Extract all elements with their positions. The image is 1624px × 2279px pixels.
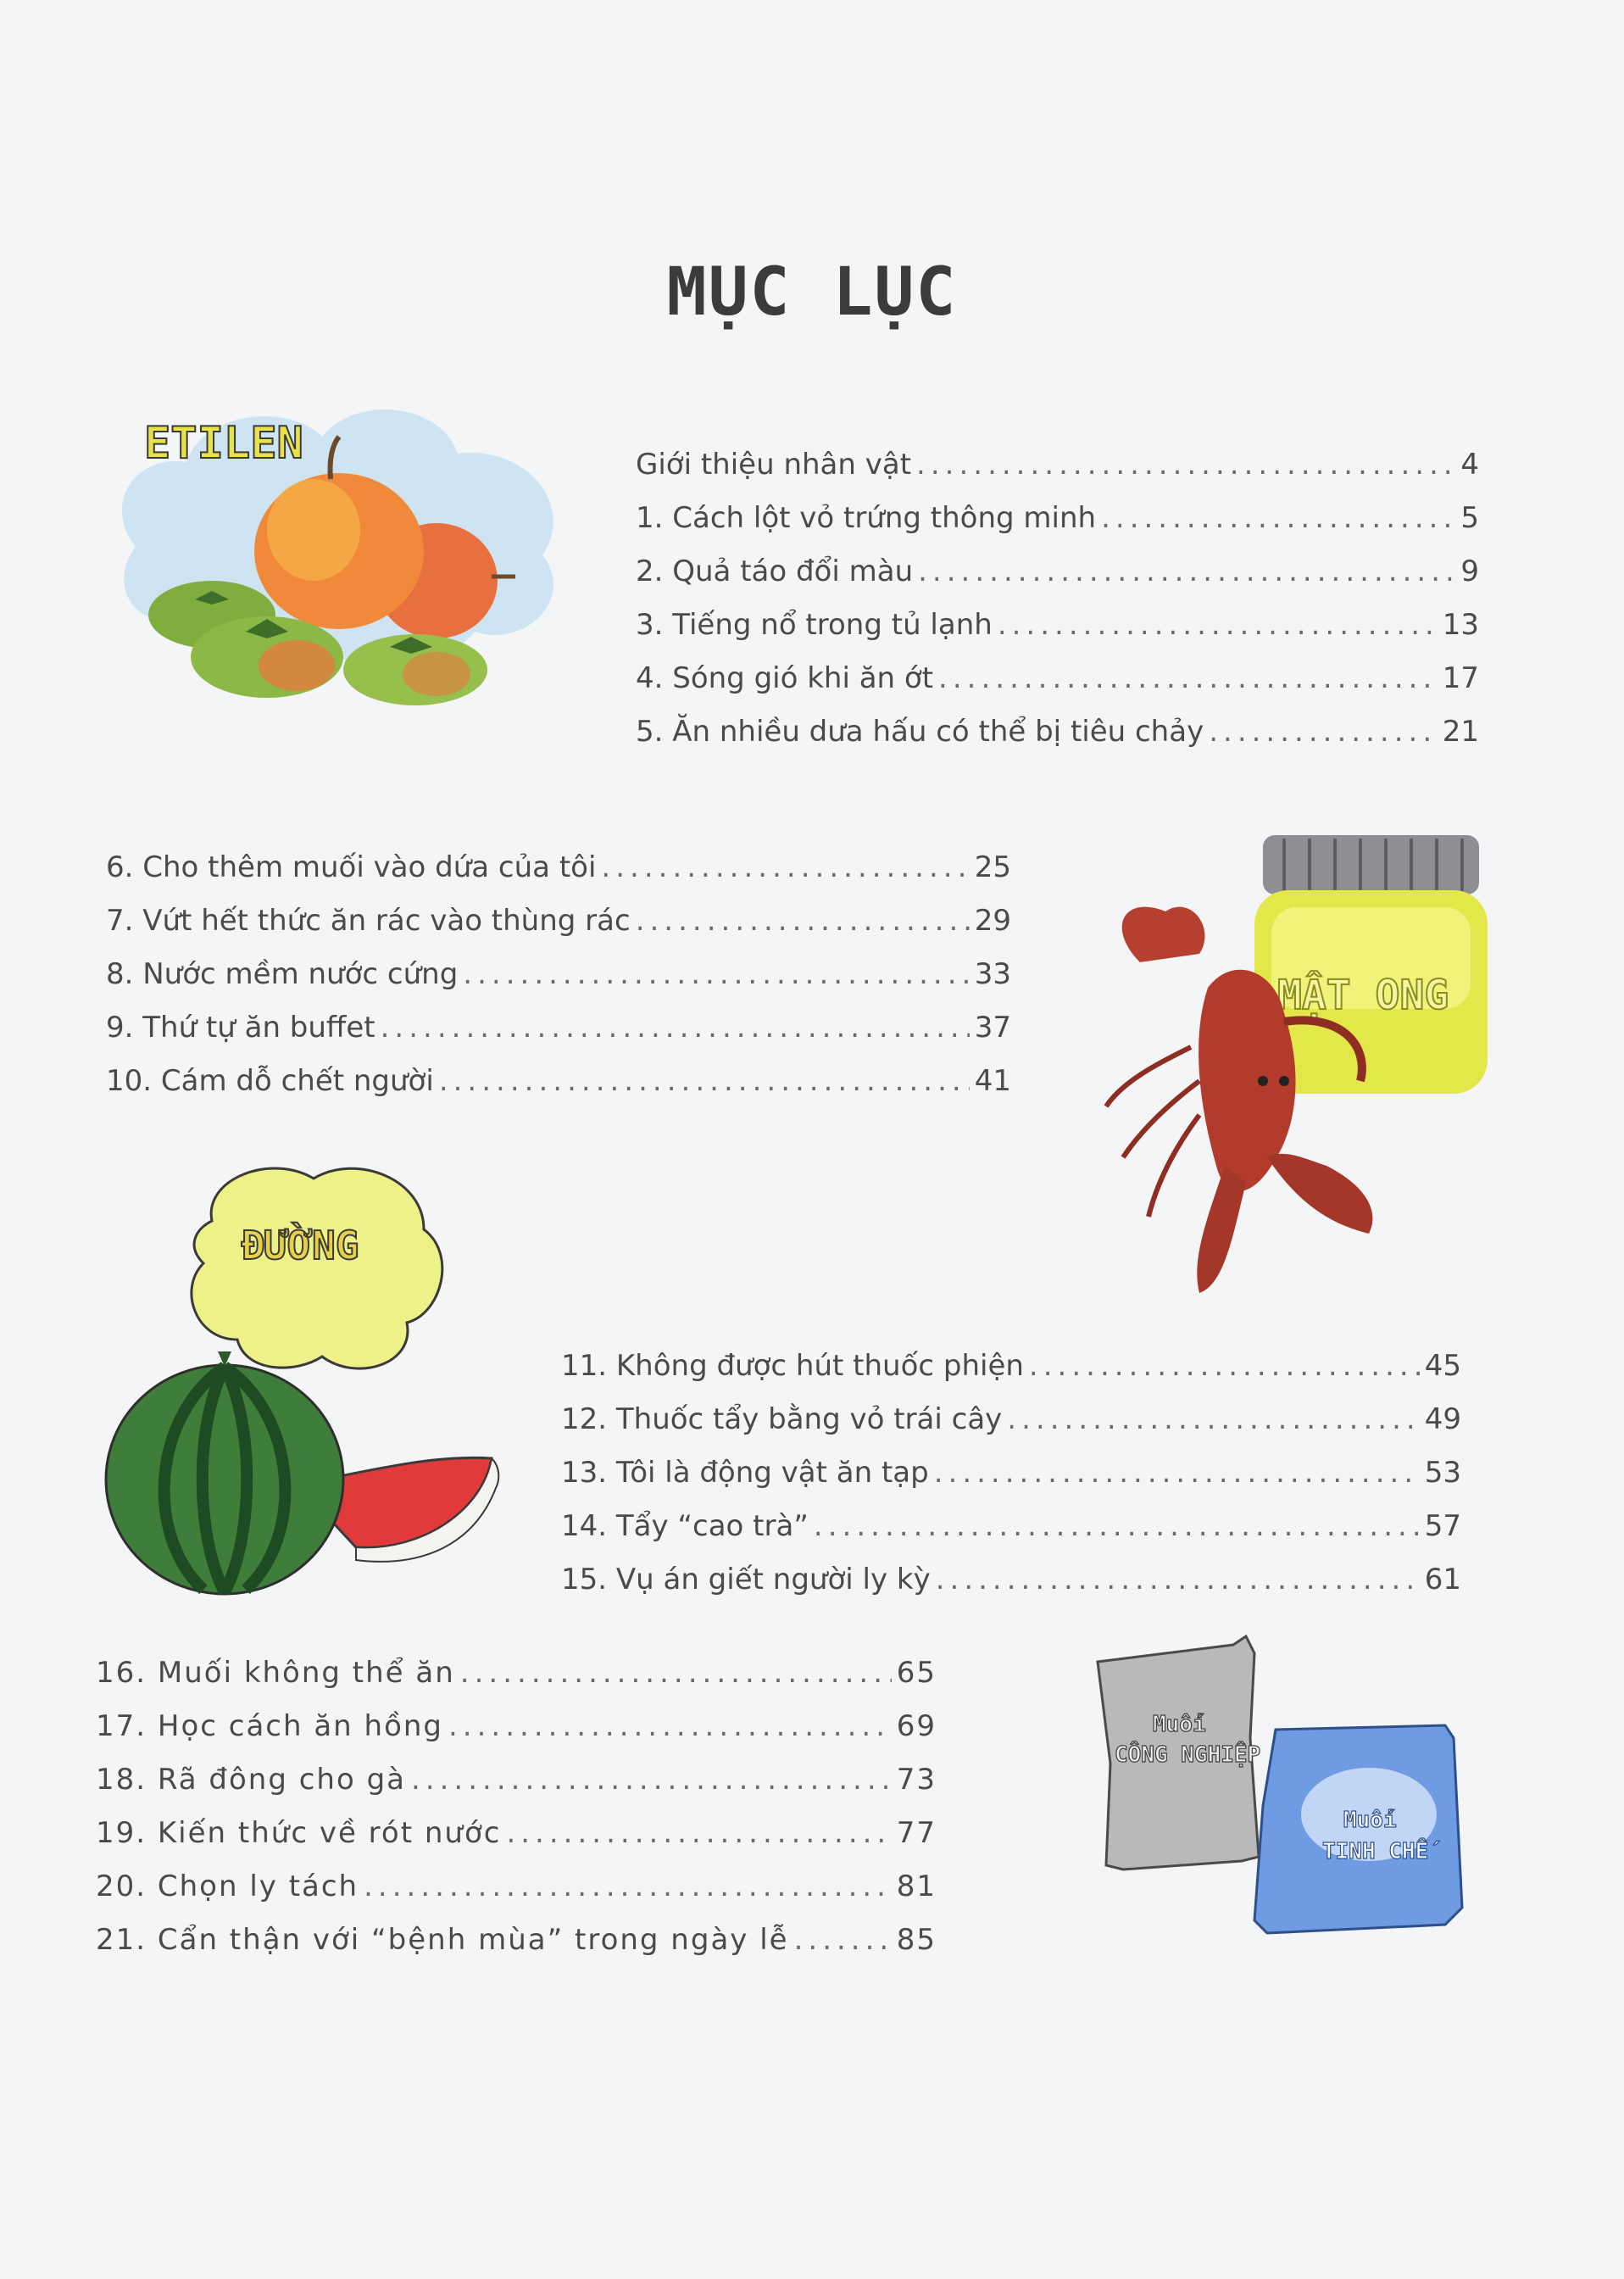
toc-entry[interactable] (96, 1743, 937, 1797)
toc-leader-dots (1007, 1402, 1419, 1436)
salt-bags-illustration (1089, 1636, 1479, 1959)
sugar-watermelon-illustration (102, 1145, 509, 1594)
jar-lid (1263, 835, 1479, 894)
toc-leader-dots (936, 1563, 1420, 1596)
toc-entry-title: 9. Thứ tự ăn buffet (106, 1011, 375, 1045)
sugar-cloud (192, 1168, 442, 1368)
toc-leader-dots (460, 1656, 892, 1690)
toc-entry-title: 21. Cẩn thận với “bệnh mùa” trong ngày lễ (96, 1923, 789, 1957)
toc-page-number: 4 (1460, 448, 1479, 482)
toc-page-number: 61 (1424, 1563, 1461, 1596)
toc-entry-title: 5. Ăn nhiều dưa hấu có thể bị tiêu chảy (636, 715, 1204, 749)
toc-entry[interactable] (96, 1797, 937, 1850)
toc-page-number: 49 (1424, 1402, 1461, 1436)
toc-entry[interactable] (636, 535, 1479, 588)
watermelon-icon (106, 1365, 343, 1594)
toc-leader-dots (448, 1709, 892, 1743)
toc-entry[interactable] (561, 1490, 1461, 1543)
toc-group-4 (96, 1636, 937, 1957)
toc-page-number: 25 (974, 850, 1011, 884)
toc-entry[interactable] (96, 1903, 937, 1957)
mat-ong-label: MẬT ONG (1277, 972, 1449, 1019)
toc-entry-title: 10. Cám dỗ chết người (106, 1064, 434, 1098)
toc-leader-dots (1101, 501, 1455, 535)
toc-entry-title: 19. Kiến thức về rót nước (96, 1816, 502, 1850)
toc-page-number: 69 (896, 1709, 937, 1743)
honey-lobster-illustration (1089, 827, 1488, 1314)
toc-group-1 (636, 428, 1479, 749)
toc-page-number: 45 (1424, 1349, 1461, 1383)
toc-entry-title: 6. Cho thêm muối vào dứa của tôi (106, 850, 597, 884)
toc-leader-dots (411, 1763, 892, 1797)
toc-leader-dots (364, 1869, 892, 1903)
toc-leader-dots (938, 661, 1438, 695)
toc-leader-dots (439, 1064, 970, 1098)
toc-leader-dots (1209, 715, 1438, 749)
toc-leader-dots (636, 904, 970, 938)
toc-entry[interactable] (561, 1543, 1461, 1596)
toc-entry[interactable] (636, 482, 1479, 535)
toc-entry-title: Giới thiệu nhân vật (636, 448, 912, 482)
toc-leader-dots (601, 850, 969, 884)
toc-page-number: 17 (1442, 661, 1479, 695)
toc-entry[interactable] (106, 991, 1011, 1045)
toc-page-number: 13 (1442, 608, 1479, 642)
toc-entry[interactable] (106, 938, 1011, 991)
toc-entry-title: 7. Vứt hết thức ăn rác vào thùng rác (106, 904, 631, 938)
toc-entry-title: 18. Rã đông cho gà (96, 1763, 406, 1797)
toc-entry[interactable] (636, 642, 1479, 695)
toc-entry[interactable] (106, 884, 1011, 938)
toc-entry-title: 16. Muối không thể ăn (96, 1656, 455, 1690)
toc-entry[interactable] (96, 1690, 937, 1743)
toc-page-number: 21 (1442, 715, 1479, 749)
toc-page-number: 77 (896, 1816, 937, 1850)
toc-entry-title: 11. Không được hút thuốc phiện (561, 1349, 1024, 1383)
muoi-cong-nghiep-line2: CÔNG NGHIỆP (1115, 1742, 1261, 1768)
muoi-tinh-che-line2: TINH CHẾ (1322, 1839, 1429, 1864)
toc-entry[interactable] (561, 1436, 1461, 1490)
toc-page-number: 5 (1460, 501, 1479, 535)
toc-page-number: 9 (1460, 554, 1479, 588)
duong-label: ĐƯỜNG (242, 1223, 359, 1268)
toc-entry-title: 1. Cách lột vỏ trứng thông minh (636, 501, 1097, 535)
toc-leader-dots (381, 1011, 970, 1045)
toc-page-number: 41 (974, 1064, 1011, 1098)
toc-leader-dots (934, 1456, 1420, 1490)
toc-leader-dots (1029, 1349, 1420, 1383)
toc-entry-title: 17. Học cách ăn hồng (96, 1709, 443, 1743)
toc-leader-dots (916, 448, 1455, 482)
toc-page-number: 37 (974, 1011, 1011, 1045)
toc-entry-title: 4. Sóng gió khi ăn ớt (636, 661, 934, 695)
toc-entry-title: 15. Vụ án giết người ly kỳ (561, 1563, 931, 1596)
toc-page-number: 33 (974, 957, 1011, 991)
toc-entry-title: 2. Quả táo đổi màu (636, 554, 914, 588)
toc-page-number: 65 (896, 1656, 937, 1690)
toc-leader-dots (794, 1923, 892, 1957)
toc-group-3 (561, 1329, 1461, 1596)
toc-entry-title: 3. Tiếng nổ trong tủ lạnh (636, 608, 993, 642)
toc-group-2 (106, 831, 1011, 1098)
etilen-label: ETILEN (144, 418, 303, 469)
toc-entry[interactable] (636, 588, 1479, 642)
toc-entry-title: 20. Chọn ly tách (96, 1869, 359, 1903)
etilen-fruit-illustration (102, 377, 576, 716)
toc-entry-title: 12. Thuốc tẩy bằng vỏ trái cây (561, 1402, 1003, 1436)
toc-leader-dots (998, 608, 1438, 642)
toc-leader-dots (814, 1509, 1420, 1543)
lobster-claw (1122, 907, 1205, 962)
toc-page-number: 73 (896, 1763, 937, 1797)
toc-page-number: 81 (896, 1869, 937, 1903)
toc-entry-title: 8. Nước mềm nước cứng (106, 957, 459, 991)
toc-entry[interactable] (96, 1850, 937, 1903)
muoi-tinh-che-line1: Muối (1343, 1808, 1397, 1833)
toc-page-number: 29 (974, 904, 1011, 938)
toc-entry[interactable] (106, 1045, 1011, 1098)
page-title: MỤC LỤC (666, 254, 958, 331)
toc-leader-dots (918, 554, 1455, 588)
toc-entry[interactable] (636, 428, 1479, 482)
toc-page-number: 53 (1424, 1456, 1461, 1490)
toc-page-number: 57 (1424, 1509, 1461, 1543)
toc-entry[interactable] (636, 695, 1479, 749)
toc-leader-dots (463, 957, 969, 991)
toc-entry[interactable] (96, 1636, 937, 1690)
toc-leader-dots (506, 1816, 891, 1850)
toc-entry[interactable] (561, 1329, 1461, 1383)
toc-entry-title: 14. Tẩy “cao trà” (561, 1509, 809, 1543)
toc-entry[interactable] (561, 1383, 1461, 1436)
toc-entry-title: 13. Tôi là động vật ăn tạp (561, 1456, 929, 1490)
muoi-cong-nghiep-line1: Muối (1153, 1712, 1206, 1737)
toc-page-number: 85 (896, 1923, 937, 1957)
toc-entry[interactable] (106, 831, 1011, 884)
